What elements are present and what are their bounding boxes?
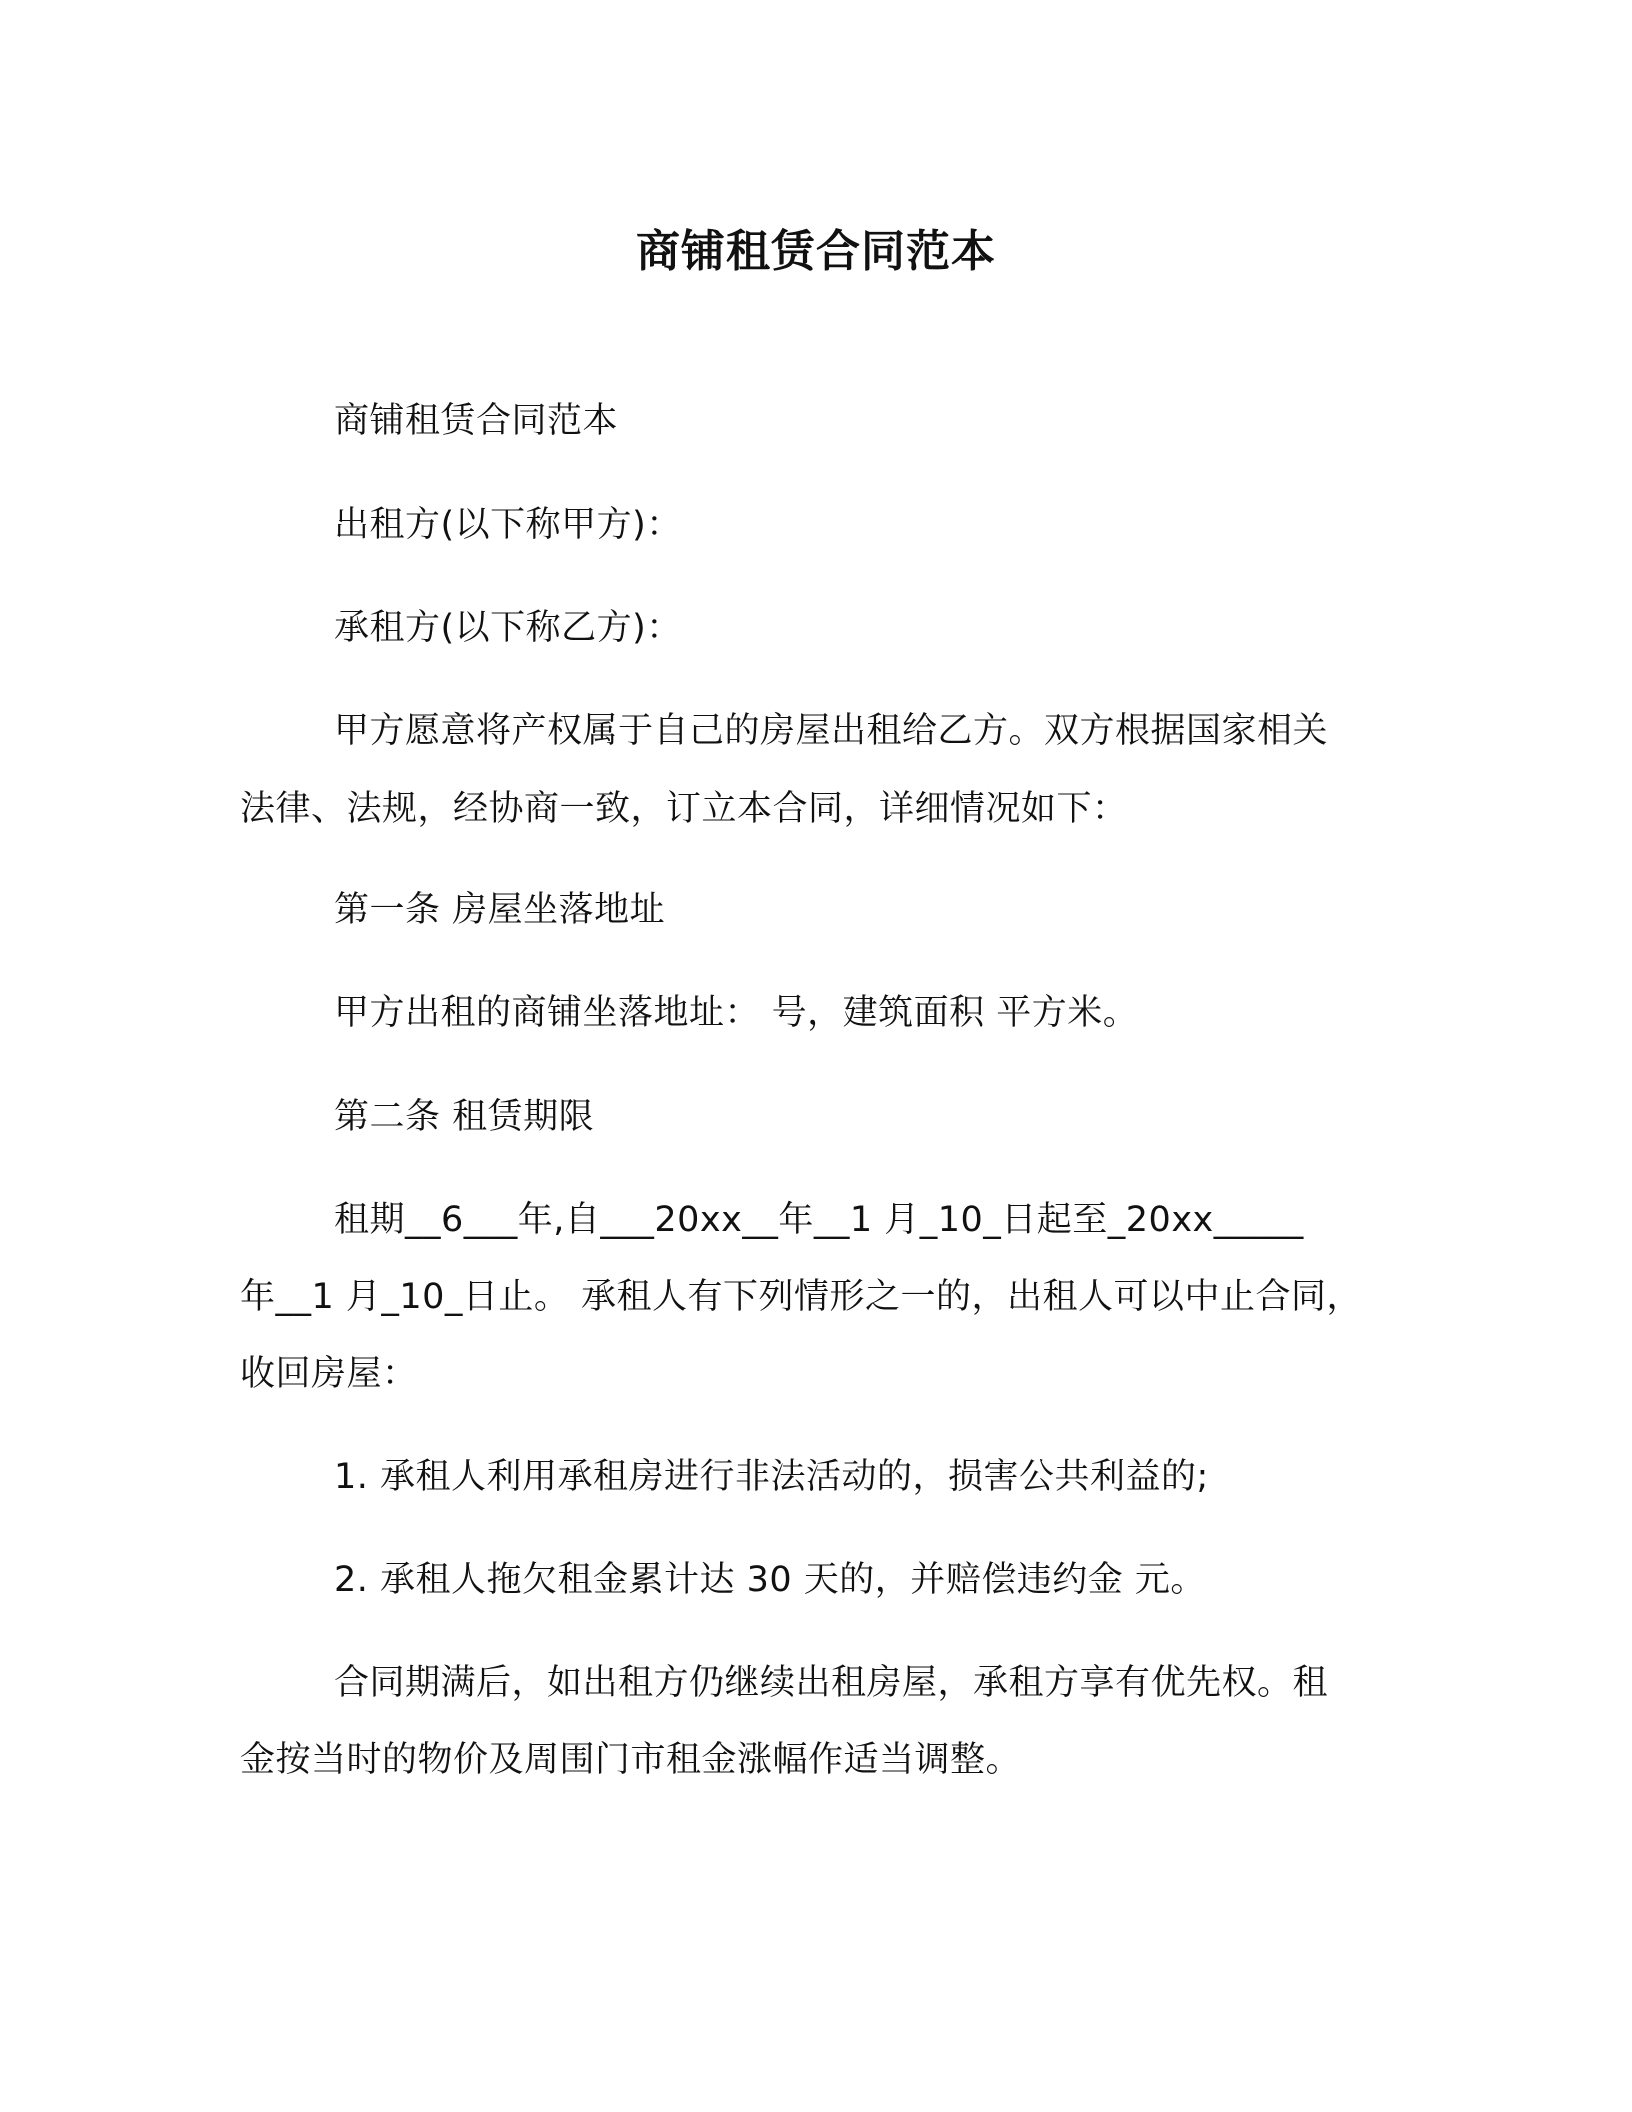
subtitle-line: 商铺租赁合同范本	[334, 401, 619, 441]
renewal-line-1: 合同期满后，如出租方仍继续出租房屋，承租方享有优先权。租	[334, 1663, 1329, 1703]
article-1-heading: 第一条 房屋坐落地址	[334, 890, 666, 930]
article-2-heading: 第二条 租赁期限	[334, 1097, 595, 1137]
intro-line-1: 甲方愿意将产权属于自己的房屋出租给乙方。双方根据国家相关	[334, 711, 1329, 751]
term-line-1: 租期__6___年,自___20xx__年__1 月_10_日起至_20xx_____	[334, 1200, 1304, 1240]
address-line: 甲方出租的商铺坐落地址： 号，建筑面积 平方米。	[334, 993, 1139, 1033]
renewal-line-2: 金按当时的物价及周围门市租金涨幅作适当调整。	[240, 1740, 1022, 1780]
lessor-line: 出租方(以下称甲方)：	[334, 505, 682, 545]
document-title: 商铺租赁合同范本	[636, 226, 996, 277]
term-line-2: 年__1 月_10_日止。 承租人有下列情形之一的，出租人可以中止合同，	[240, 1277, 1363, 1317]
clause-1: 1. 承租人利用承租房进行非法活动的，损害公共利益的;	[334, 1457, 1209, 1497]
clause-2: 2. 承租人拖欠租金累计达 30 天的，并赔偿违约金 元。	[334, 1560, 1206, 1600]
term-line-3: 收回房屋：	[240, 1354, 418, 1394]
lessee-line: 承租方(以下称乙方)：	[334, 608, 682, 648]
intro-line-2: 法律、法规，经协商一致，订立本合同，详细情况如下：	[240, 789, 1128, 829]
